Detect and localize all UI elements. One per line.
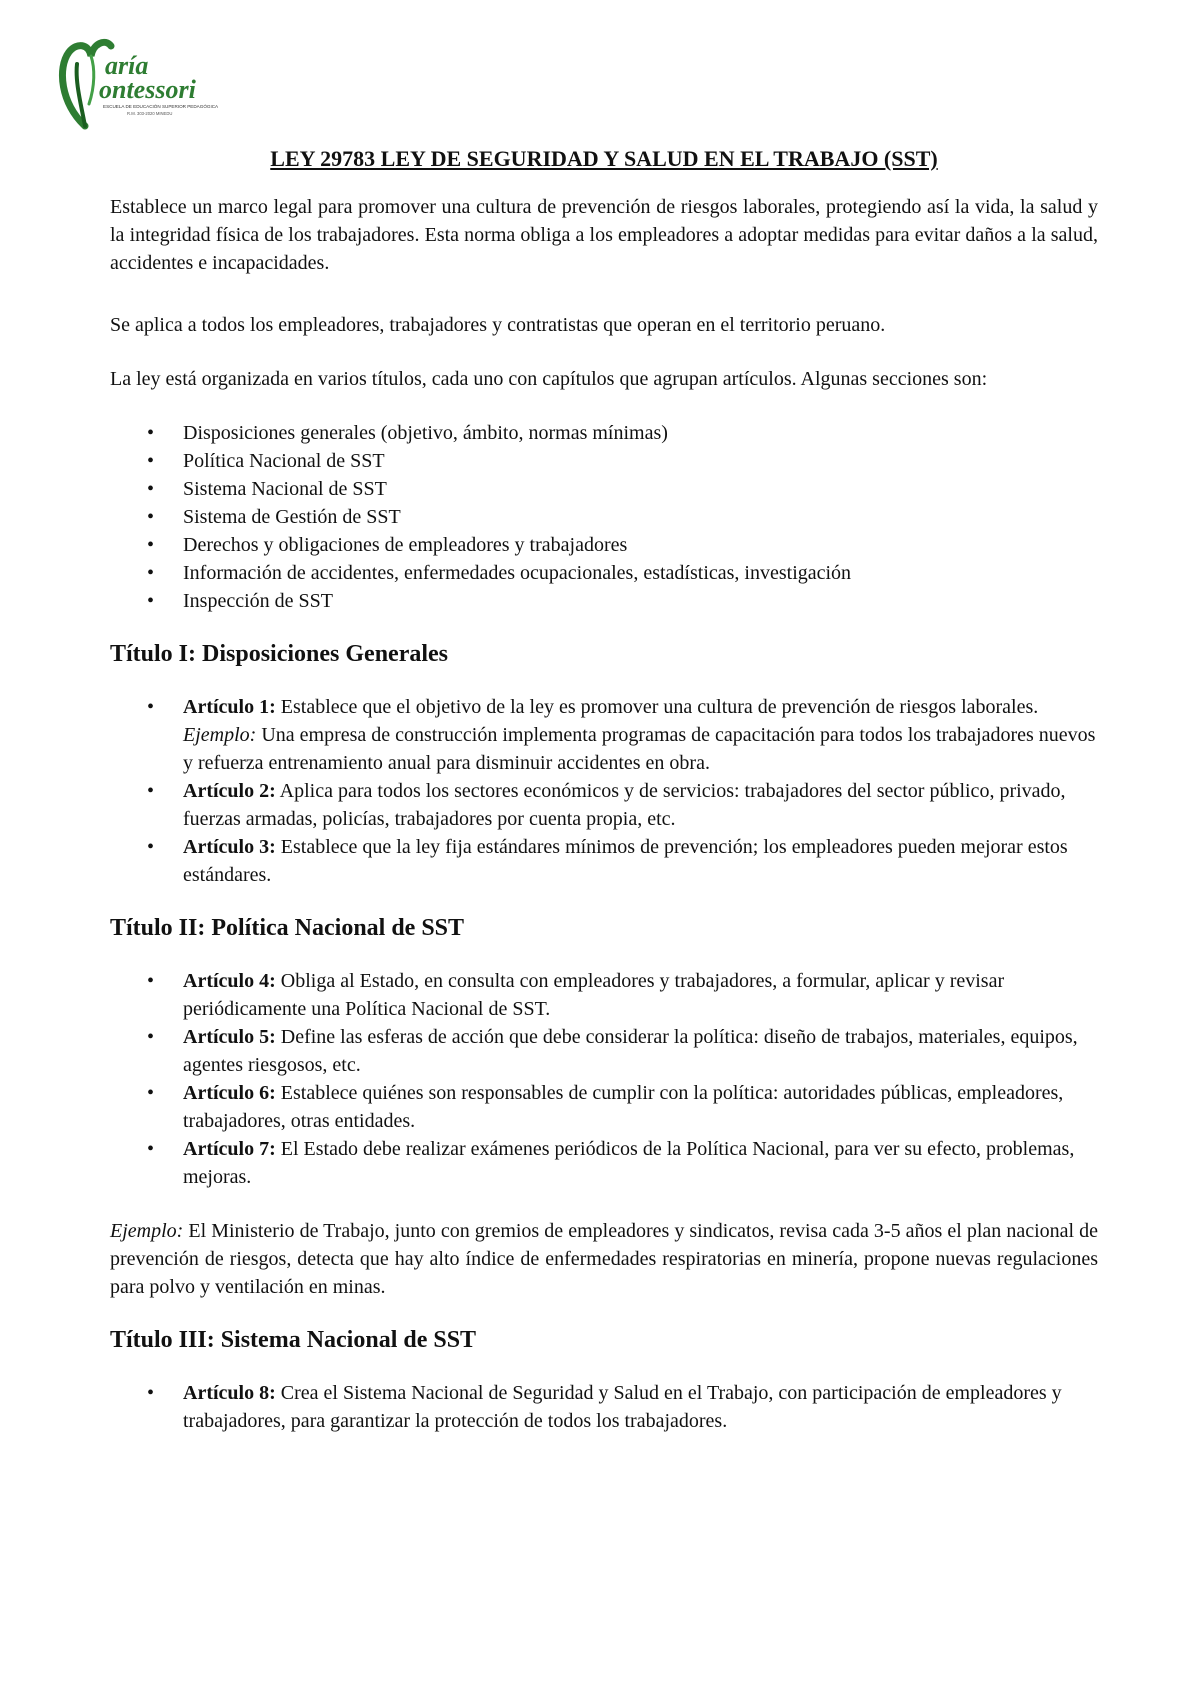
list-item: • Política Nacional de SST — [147, 450, 385, 472]
article-label: Artículo 7: — [183, 1138, 276, 1160]
article-item: • Artículo 4: Obliga al Estado, en consulta con empleadores y trabajadores, a formular, aplicar y revisar periódicamente una Política Nacional de SST. — [147, 970, 1005, 1020]
logo-tagline: R.M. 303-2020 MINEDU — [127, 111, 173, 116]
logo-heart-icon — [55, 34, 235, 138]
article-label: Artículo 3: — [183, 836, 276, 858]
article-item: • Artículo 3: Establece que la ley fija estándares mínimos de prevención; los empleadores pueden mejorar estos estándares. — [147, 836, 1068, 886]
sections-list — [110, 419, 1098, 615]
structure-paragraph: La ley está organizada en varios títulos, cada uno con capítulos que agrupan artículos. Algunas secciones son: — [110, 368, 988, 390]
scope-paragraph: Se aplica a todos los empleadores, trabajadores y contratistas que operan en el territorio peruano. — [110, 314, 886, 336]
article-item: • Artículo 5: Define las esferas de acción que debe considerar la política: diseño de trabajos, materiales, equipos, agentes riesgosos, etc. — [147, 1026, 1078, 1076]
titulo-2-example: Ejemplo: El Ministerio de Trabajo, junto con gremios de empleadores y sindicatos, revisa cada 3-5 años el plan nacional de prevención de riesgos, detecta que hay alto índice de enfermedades respiratorias en minería, propone nuevas regulaciones para polvo y ventilación en minas. — [110, 1220, 1098, 1298]
article-item: • Artículo 2: Aplica para todos los sectores económicos y de servicios: trabajadores del sector público, privado, fuerzas armadas, policías, trabajadores por cuenta propia, etc. — [147, 780, 1066, 830]
article-label: Artículo 1: — [183, 696, 276, 718]
institution-logo — [55, 34, 235, 138]
article-label: Artículo 2: — [183, 780, 276, 802]
article-item: • Artículo 6: Establece quiénes son responsables de cumplir con la política: autoridades públicas, empleadores, trabajadores, otras entidades. — [147, 1082, 1064, 1132]
titulo-3-articles — [110, 1379, 1098, 1435]
logo-line2: ontessori — [99, 75, 196, 104]
article-item: • Artículo 1: Establece que el objetivo de la ley es promover una cultura de prevención de riesgos laborales. Ejemplo: Una empresa de construcción implementa programas de capacitación para todos los trabajadores nuevos y refuerza entrenamiento anual para disminuir accidentes en obra. — [147, 696, 1096, 774]
list-item: • Disposiciones generales (objetivo, ámbito, normas mínimas) — [147, 422, 668, 444]
article-item: • Artículo 7: El Estado debe realizar exámenes periódicos de la Política Nacional, para ver su efecto, problemas, mejoras. — [147, 1138, 1075, 1188]
article-item: • Artículo 8: Crea el Sistema Nacional de Seguridad y Salud en el Trabajo, con participación de empleadores y trabajadores, para garantizar la protección de todos los trabajadores. — [147, 1382, 1062, 1432]
list-item: • Sistema de Gestión de SST — [147, 506, 401, 528]
list-item: • Sistema Nacional de SST — [147, 478, 387, 500]
article-label: Artículo 5: — [183, 1026, 276, 1048]
document-page — [110, 145, 1098, 1435]
titulo-2-articles — [110, 967, 1098, 1191]
article-label: Artículo 4: — [183, 970, 276, 992]
list-item: • Derechos y obligaciones de empleadores y trabajadores — [147, 534, 628, 556]
intro-paragraph: Establece un marco legal para promover una cultura de prevención de riesgos laborales, protegiendo así la vida, la salud y la integridad física de los trabajadores. Esta norma obliga a los empleadores a adoptar medidas para evitar daños a la salud, accidentes e incapacidades. — [110, 196, 1098, 274]
section-heading-titulo-2: Título II: Política Nacional de SST — [110, 915, 465, 941]
logo-subtitle: ESCUELA DE EDUCACIÓN SUPERIOR PEDAGÓGICA — [103, 104, 219, 109]
logo-line1: aría — [105, 51, 149, 80]
list-item: • Inspección de SST — [147, 590, 333, 612]
section-heading-titulo-3: Título III: Sistema Nacional de SST — [110, 1327, 477, 1353]
example-label: Ejemplo: — [183, 724, 257, 746]
article-label: Artículo 8: — [183, 1382, 276, 1404]
example-label: Ejemplo: — [110, 1220, 184, 1242]
document-title: LEY 29783 LEY DE SEGURIDAD Y SALUD EN EL TRABAJO (SST) — [270, 146, 938, 171]
section-heading-titulo-1: Título I: Disposiciones Generales — [110, 641, 449, 667]
titulo-1-articles — [110, 693, 1098, 889]
list-item: • Información de accidentes, enfermedades ocupacionales, estadísticas, investigación — [147, 562, 852, 584]
article-label: Artículo 6: — [183, 1082, 276, 1104]
